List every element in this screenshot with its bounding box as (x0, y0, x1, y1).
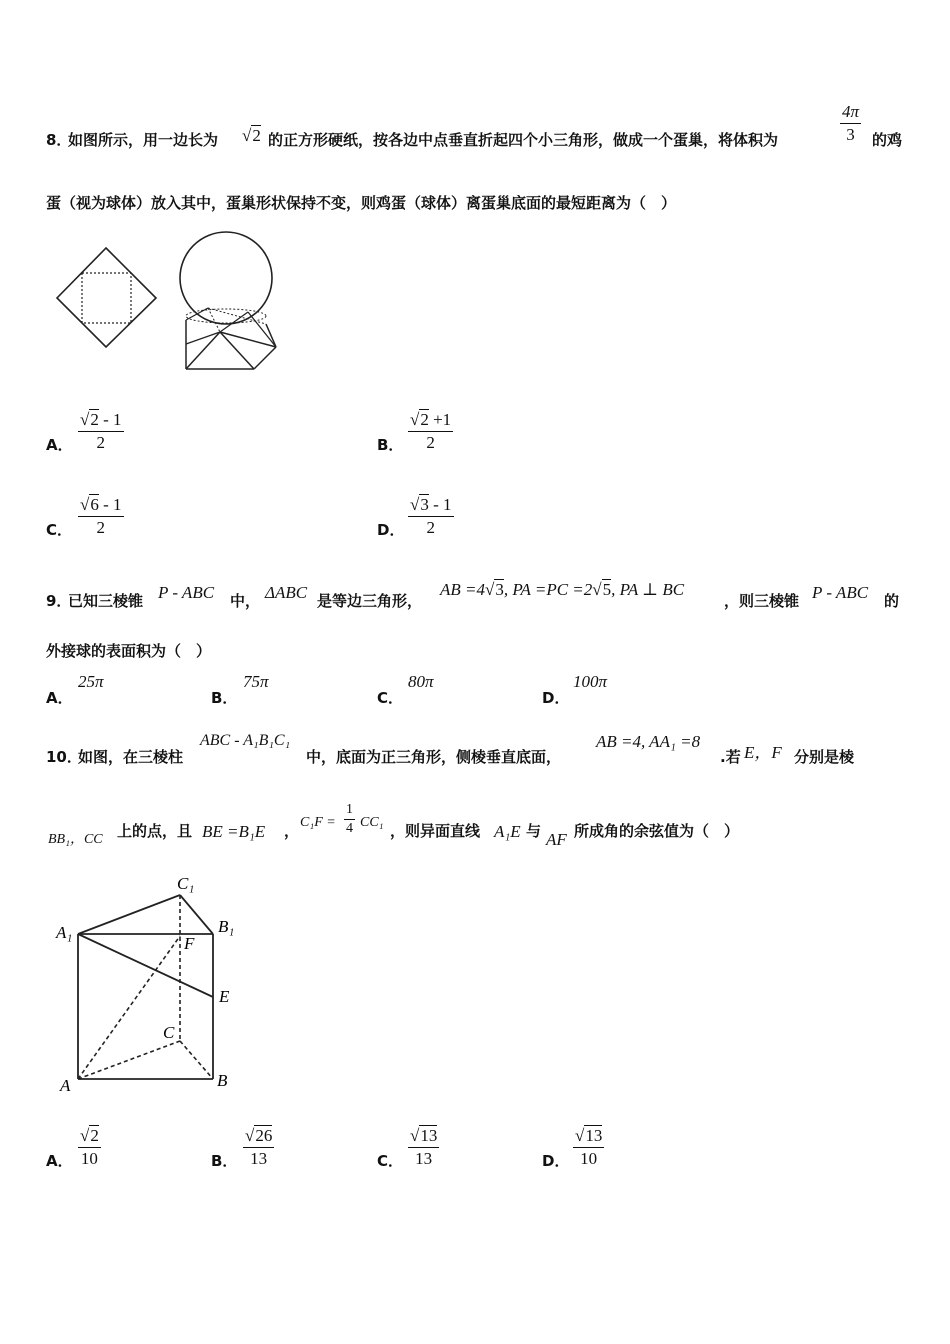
q8-nest-hidden (208, 308, 266, 324)
q10-option-c-fraction (408, 1126, 439, 1169)
q8-option-c-den: 2 (96, 518, 105, 537)
q10-text-h: 所成角的余弦值为（ ） (574, 822, 740, 840)
q10-text-c: .若 (720, 748, 741, 766)
option-radicand: 13 (585, 1126, 603, 1145)
q8-option-a-label: A． (46, 436, 73, 454)
q9-cond-a: AB =4 (440, 580, 485, 599)
q9-conditions (440, 580, 684, 600)
q10-text-a: 如图，在三棱柱 (78, 748, 184, 766)
option-radicand: 2 (90, 1126, 99, 1145)
prism-hidden-edge (78, 1041, 180, 1079)
q10-option-d-num: √13 (575, 1126, 603, 1145)
q8-volume-fraction (840, 102, 861, 145)
q9-text-d: ，则三棱锥 (724, 592, 800, 610)
q8-option-a-num: √2 - 1 (80, 410, 122, 429)
q9-option-d-value: 100π (573, 672, 608, 691)
q8-option-b-fraction (408, 410, 453, 453)
q8-option-c-fraction (78, 495, 124, 538)
sqrt-sign: √ (592, 580, 602, 599)
q8-text-c: 的鸡 (872, 131, 903, 149)
q10-option-a-fraction (78, 1126, 101, 1169)
q10-af: AF (546, 830, 567, 849)
q8-nest-edge (248, 312, 276, 347)
q9-cond-radicand-1: 3 (495, 580, 504, 599)
q9-pyramid: P - ABC (158, 583, 215, 602)
q10-be: BE =B₁E (202, 822, 266, 841)
q8-sqrt2: √2 (242, 126, 261, 145)
q8-option-d-num: √3 - 1 (410, 495, 452, 514)
q9-triangle: ΔABC (265, 583, 308, 602)
q9-option-c-value: 80π (408, 672, 434, 691)
q10-option-a-num: √2 (80, 1126, 99, 1145)
option-rest: - 1 (98, 410, 122, 429)
q10-option-c-label: C． (377, 1152, 404, 1170)
q8-outer-diamond (57, 248, 156, 347)
q10-cf-a: C₁F = (300, 815, 336, 830)
q8-option-c-label: C． (46, 521, 73, 539)
q10-cf-fraction (344, 802, 355, 837)
label-f: F (184, 934, 195, 953)
option-radicand: 6 (90, 495, 99, 514)
q8-nest-edge (220, 312, 248, 332)
prism-edge (78, 895, 180, 934)
option-radicand: 2 (420, 410, 429, 429)
q10-option-b-label: B． (211, 1152, 238, 1170)
q8-figure-egg-nest (178, 228, 283, 373)
q10-text-b: 中，底面为正三角形，侧棱垂直底面， (306, 748, 562, 766)
q9-cond-b: , PA =PC =2 (503, 580, 593, 599)
q8-option-b-den: 2 (426, 433, 435, 452)
q8-text-b: 的正方形硬纸，按各边中点垂直折起四个小三角形，做成一个蛋巢，将体积为 (268, 131, 779, 149)
option-radicand: 3 (420, 495, 429, 514)
option-rest: +1 (428, 410, 452, 429)
q9-cond-c: , PA ⊥ BC (611, 580, 685, 599)
q10-text-d: 分别是棱 (794, 748, 855, 766)
option-rest: - 1 (98, 495, 122, 514)
q9-option-b-label: B． (211, 689, 238, 707)
label-e: E (219, 987, 230, 1006)
q10-ef: E，F (744, 743, 782, 762)
q10-cf-num: 1 (346, 802, 353, 817)
q8-line2: 蛋（视为球体）放入其中，蛋巢形状保持不变，则鸡蛋（球体）离蛋巢底面的最短距离为（ ） (46, 194, 677, 212)
option-radicand: 26 (255, 1126, 273, 1145)
q10-option-d-fraction (573, 1126, 604, 1169)
q10-figure-prism (50, 870, 250, 1100)
q9-text-e: 的 (884, 592, 900, 610)
q10-comma: ， (284, 822, 300, 840)
q10-text-e: 上的点，且 (117, 822, 193, 840)
q8-figure-square (55, 245, 160, 350)
label-c1: C₁ (177, 874, 195, 893)
q8-nest-hidden (208, 308, 220, 332)
q8-nest-edge (220, 332, 276, 347)
q8-option-a-fraction (78, 410, 124, 453)
q10-option-b-den: 13 (250, 1149, 268, 1168)
q10-condition: AB =4, AA₁ =8 (596, 732, 701, 751)
q10-option-a-label: A． (46, 1152, 73, 1170)
q8-nest-edge (220, 332, 254, 369)
q8-text-a: 如图所示，用一边长为 (68, 131, 219, 149)
option-radicand: 13 (420, 1126, 438, 1145)
q9-text-a: 已知三棱锥 (68, 592, 144, 610)
q9-text-c: 是等边三角形， (317, 592, 423, 610)
q10-option-c-num: √13 (410, 1126, 438, 1145)
q10-text-g: 与 (526, 822, 542, 840)
q9-option-a-label: A． (46, 689, 73, 707)
q9-option-c-label: C． (377, 689, 404, 707)
label-a: A (60, 1076, 71, 1095)
q10-option-d-den: 10 (580, 1149, 598, 1168)
q8-option-d-label: D． (377, 521, 405, 539)
option-rest: - 1 (428, 495, 452, 514)
label-b: B (217, 1071, 228, 1090)
q10-cf-b: CC₁ (360, 815, 384, 830)
label-c: C (163, 1023, 175, 1042)
sqrt-sign: √ (485, 580, 495, 599)
q9-line2: 外接球的表面积为（ ） (46, 642, 212, 660)
q9-cond-radicand-2: 5 (602, 580, 612, 599)
prism-edge (180, 895, 213, 934)
q9-text-b: 中， (230, 592, 261, 610)
q8-volume-den: 3 (846, 125, 855, 144)
q8-option-d-fraction (408, 495, 454, 538)
q8-egg-rim (186, 309, 266, 323)
q8-option-d-den: 2 (426, 518, 435, 537)
q9-number: 9． (46, 592, 72, 610)
prism-hidden-edge (180, 1041, 213, 1079)
q10-edges: BB₁，CC (48, 832, 103, 847)
q8-inner-square (82, 273, 131, 323)
q8-number: 8． (46, 131, 72, 149)
label-b1: B₁ (218, 917, 235, 936)
q10-cf-den: 4 (346, 821, 353, 836)
q9-pyramid-2: P - ABC (812, 583, 869, 602)
q9-option-d-label: D． (542, 689, 570, 707)
q9-option-b-value: 75π (243, 672, 269, 691)
q8-option-a-den: 2 (96, 433, 105, 452)
q10-prism: ABC - A₁B₁C₁ (200, 732, 291, 749)
q10-text-f: ，则异面直线 (390, 822, 481, 840)
q10-option-a-den: 10 (80, 1149, 98, 1168)
q10-option-c-den: 13 (415, 1149, 433, 1168)
q10-a1e: A₁E (494, 822, 521, 841)
q8-egg-circle (180, 232, 272, 324)
q10-option-d-label: D． (542, 1152, 570, 1170)
q8-volume-num: 4π (842, 102, 860, 121)
q8-nest-edge (254, 347, 276, 369)
q8-option-b-label: B． (377, 436, 404, 454)
label-a1: A₁ (56, 923, 73, 942)
q8-option-c-num: √6 - 1 (80, 495, 122, 514)
q9-option-a-value: 25π (78, 672, 104, 691)
q8-option-b-num: √2 +1 (410, 410, 452, 429)
q8-sqrt2-radicand: 2 (252, 126, 261, 145)
q10-number: 10． (46, 748, 82, 766)
q10-option-b-fraction (243, 1126, 274, 1169)
q10-option-b-num: √26 (245, 1126, 273, 1145)
option-radicand: 2 (90, 410, 99, 429)
